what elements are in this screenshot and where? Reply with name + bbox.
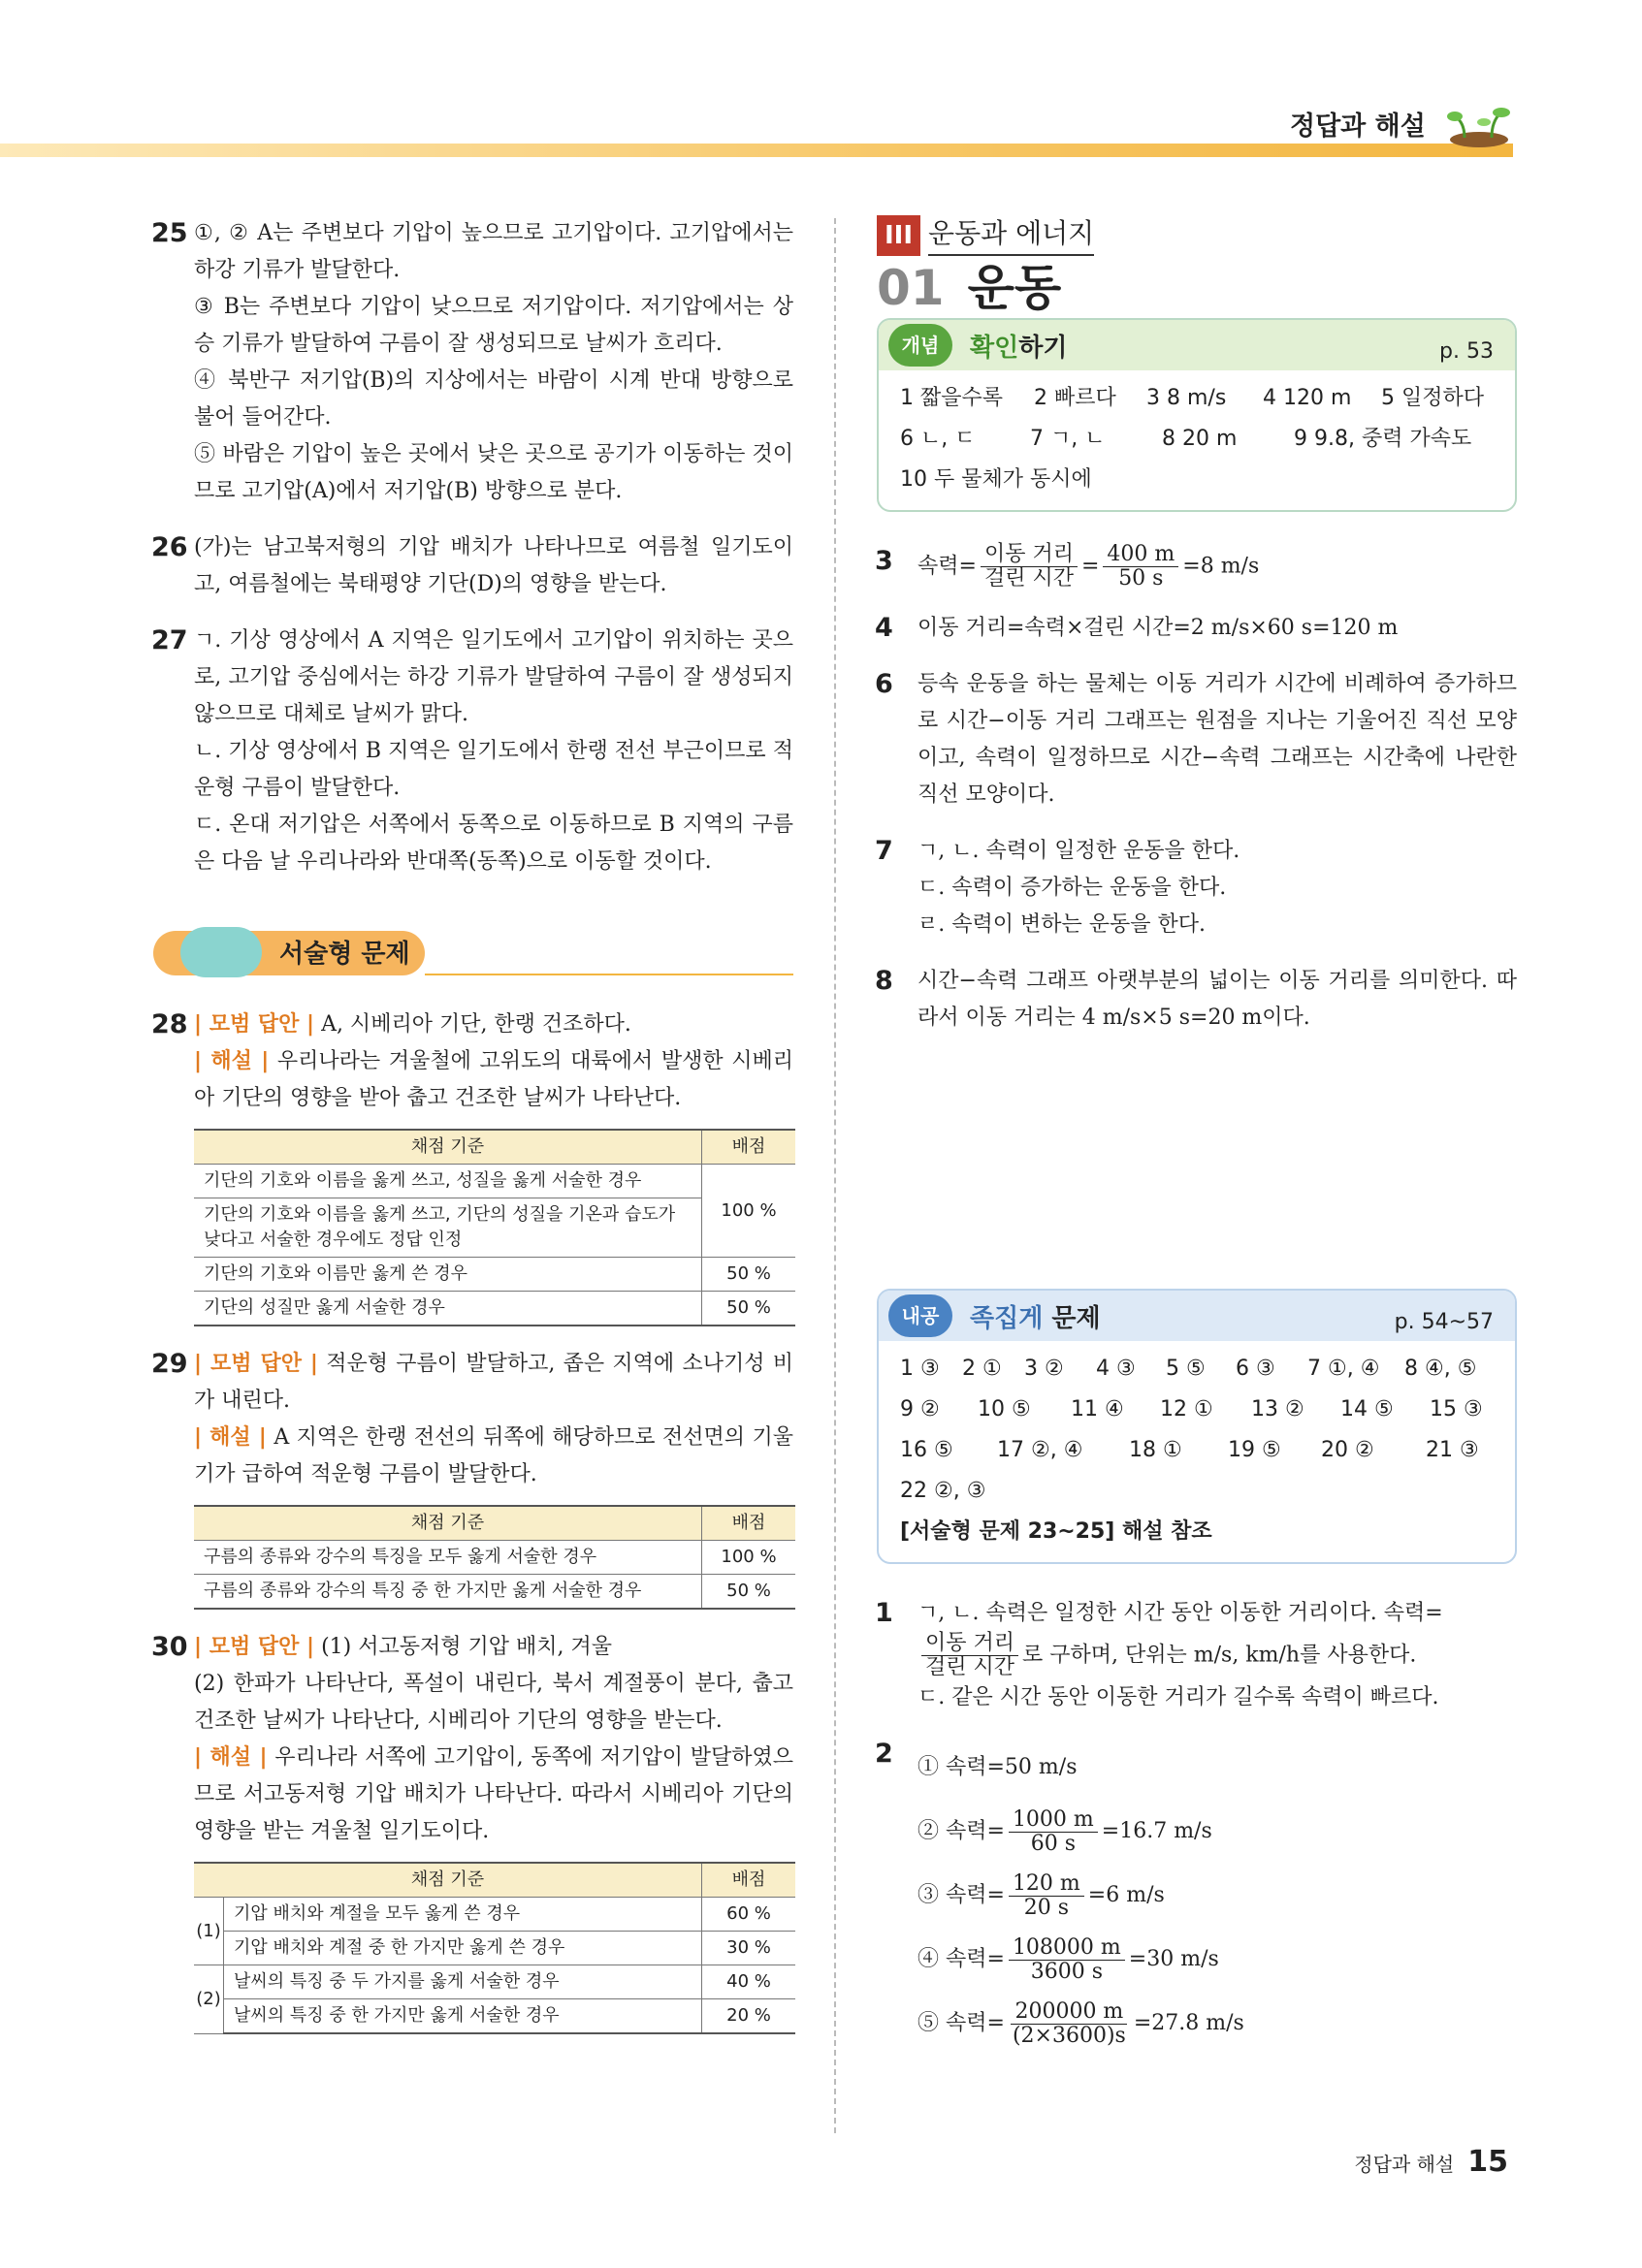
question-number: 6 [875,669,893,699]
numerator: 120 m [1009,1872,1084,1897]
fraction [1009,1936,1125,1984]
explanation-text: 시간−속력 그래프 아랫부분의 넓이는 이동 거리를 의미한다. 따라서 이동 거리는 4 m/s×5 s=20 m이다. [918,969,1517,1030]
formula-prefix: ③ 속력= [918,1883,1005,1907]
denominator: 걸린 시간 [925,1655,1015,1679]
answer-item: 7 ㄱ, ㄴ [1030,427,1106,451]
explanation-line: ㄱ, ㄴ. 속력이 일정한 운동을 한다. [918,839,1240,863]
denominator: 걸린 시간 [983,566,1074,591]
table-cell: 기단의 기호와 이름을 옳게 쓰고, 성질을 옳게 서술한 경우 [194,1165,702,1198]
answer-b2 [877,1736,1517,2056]
explanation-line: ⑤ 바람은 기압이 높은 곳에서 낮은 곳으로 공기가 이동하는 것이므로 고기압(A)에서 저기압(B) 방향으로 분다. [194,442,793,503]
question-27 [153,623,793,880]
formula-prefix: 속력= [918,554,977,579]
table-header: 채점 기준 [194,1863,702,1898]
model-answer: 적운형 구름이 발달하고, 좁은 지역에 소나기성 비가 내린다. [194,1352,793,1413]
box-title-highlight: 족집게 [970,1304,1044,1333]
denominator: 20 s [1023,1895,1069,1920]
question-number: 2 [875,1739,893,1769]
explanation-text: 우리나라 서쪽에 고기압이, 동쪽에 저기압이 발달하였으므로 서고동저형 기압 배치가 나타난다. 따라서 시베리아 기단의 영향을 받는 겨울철 일기도이다. [194,1745,793,1843]
answer-item: 10 ⑤ [978,1397,1031,1421]
model-answer: A, 시베리아 기단, 한랭 건조하다. [321,1012,631,1037]
answer-4 [877,610,1517,647]
table-cell: 50 % [702,1258,796,1292]
answer-note: [서술형 문제 23~25] 해설 참조 [900,1519,1212,1544]
table-cell: 구름의 종류와 강수의 특징을 모두 옳게 서술한 경우 [194,1541,702,1575]
header-title: 정답과 해설 [1290,112,1426,142]
denominator: 50 s [1118,566,1164,591]
fraction [1009,1808,1098,1856]
answer-item: 5 ⑤ [1166,1357,1206,1381]
formula-prefix: ② 속력= [918,1819,1005,1843]
answer-item: 13 ② [1251,1397,1304,1421]
question-number: 3 [875,546,893,576]
table-cell: 기단의 기호와 이름만 옳게 쓴 경우 [194,1258,702,1292]
fraction [981,543,1078,591]
model-answer-tag: | 모범 답안 | [194,1352,318,1376]
model-answer: (2) 한파가 나타난다, 폭설이 내린다, 북서 계절풍이 분다, 춥고 건조한 날씨가 나타난다, 시베리아 기단의 영향을 받는다. [194,1672,793,1733]
question-30 [153,1629,793,2034]
numerator: 400 m [1103,543,1178,567]
explanation-text: 로 구하며, 단위는 m/s, km/h를 사용한다. [1022,1643,1417,1668]
answer-item: 8 ④, ⑤ [1404,1357,1477,1381]
answer-item: 21 ③ [1426,1438,1479,1462]
answer-item: 9 9.8, 중력 가속도 [1294,427,1472,451]
answer-item: 7 ①, ④ [1307,1357,1380,1381]
question-number: 30 [151,1632,188,1662]
table-cell: 날씨의 특징 중 두 가지를 옳게 서술한 경우 [224,1965,702,1999]
banner-line [425,974,793,975]
sprout-icon [1445,101,1513,147]
answer-item: 17 ②, ④ [997,1438,1083,1462]
formula-result: =16.7 m/s [1101,1819,1212,1843]
table-cell: 100 % [702,1541,796,1575]
table-cell: 기단의 기호와 이름을 옳게 쓰고, 기단의 성질을 기온과 습도가 낮다고 서술한 경우에도 정답 인정 [194,1198,702,1258]
table-cell: 100 % [702,1165,796,1258]
right-column [877,215,1517,2075]
explanation-text: 등속 운동을 하는 물체는 이동 거리가 시간에 비례하여 증가하므로 시간−이동 거리 그래프는 원점을 지나는 기울어진 직선 모양이고, 속력이 일정하므로 시간−속력 그래프는 시간축에 나란한 직선 모양이다. [918,672,1517,807]
answer-item: 22 ②, ③ [900,1479,986,1503]
box-title [970,1300,1101,1337]
table-header: 채점 기준 [194,1130,702,1165]
table-cell: 20 % [702,1999,796,2034]
page-footer [1354,2145,1508,2179]
table-cell: 50 % [702,1292,796,1326]
concept-icon: 개념 [888,324,952,367]
table-cell: 40 % [702,1965,796,1999]
fraction [1103,543,1178,591]
explanation-tag: | 해설 | [194,1745,268,1770]
table-cell: 50 % [702,1575,796,1610]
table-header: 배점 [702,1863,796,1898]
key-problems-icon: 내공 [888,1294,952,1337]
explanation-tag: | 해설 | [194,1425,267,1450]
question-28 [153,1006,793,1326]
question-number: 1 [875,1598,893,1628]
question-number: 28 [151,1009,188,1039]
explanation-line: ㄷ. 같은 시간 동안 이동한 거리가 길수록 속력이 빠르다. [918,1685,1439,1709]
box-header [879,1291,1515,1341]
numerator: 이동 거리 [921,1632,1018,1656]
box-title [970,330,1067,367]
page-ref: p. 54~57 [1394,1310,1494,1334]
answer-8 [877,963,1517,1037]
column-divider [834,218,836,2133]
section-banner [153,927,793,985]
explanation-line: ㄱ, ㄴ. 속력은 일정한 시간 동안 이동한 거리이다. 속력= [918,1601,1443,1625]
question-29 [153,1346,793,1610]
explanation-line: ㄷ. 속력이 증가하는 운동을 한다. [918,876,1227,900]
scoring-table [194,1505,795,1610]
answer-item: 9 ② [900,1397,940,1421]
fraction [1009,1872,1084,1920]
answer-item: 15 ③ [1430,1397,1483,1421]
answer-item: 11 ④ [1071,1397,1124,1421]
question-25 [153,215,793,510]
answer-b1 [877,1595,1517,1716]
answer-item: 6 ㄴ, ㄷ [900,427,976,451]
question-number: 4 [875,613,893,643]
answer-item: 14 ⑤ [1340,1397,1394,1421]
denominator: (2×3600)s [1012,2023,1126,2048]
explanation-tag: | 해설 | [194,1049,270,1073]
explanation-text: (가)는 남고북저형의 기압 배치가 나타나므로 여름철 일기도이고, 여름철에는 북태평양 기단(D)의 영향을 받는다. [194,535,793,596]
formula-line: ① 속력=50 m/s [918,1755,1078,1779]
table-cell: 기단의 성질만 옳게 서술한 경우 [194,1292,702,1326]
box-header [879,320,1515,370]
answer-item: 4 120 m [1263,386,1352,410]
page-ref: p. 53 [1439,339,1494,364]
box-body [879,370,1515,510]
table-cell: 구름의 종류와 강수의 특징 중 한 가지만 옳게 서술한 경우 [194,1575,702,1610]
answer-item: 19 ⑤ [1228,1438,1281,1462]
answer-item: 5 일정하다 [1381,386,1484,410]
question-number: 26 [151,532,188,562]
question-number: 7 [875,836,893,866]
formula-result: =27.8 m/s [1133,2011,1244,2035]
answer-item: 20 ② [1321,1438,1374,1462]
model-answer-tag: | 모범 답안 | [194,1012,315,1037]
answer-item: 4 ③ [1096,1357,1136,1381]
answer-item: 12 ① [1160,1397,1213,1421]
answer-item: 1 ③ [900,1357,940,1381]
question-number: 29 [151,1349,188,1379]
concept-check-box [877,318,1517,512]
key-problems-box [877,1289,1517,1564]
explanation-line: ①, ② A는 주변보다 기압이 높으므로 고기압이다. 고기압에서는 하강 기류가 발달한다. [194,221,793,282]
explanation-line: ④ 북반구 저기압(B)의 지상에서는 바람이 시계 반대 방향으로 불어 들어간다. [194,368,793,430]
answer-item: 2 빠르다 [1034,386,1116,410]
answer-item: 10 두 물체가 동시에 [900,467,1092,492]
chapter-number: 01 [877,260,945,316]
question-number: 25 [151,218,188,248]
explanation-line: ㄷ. 온대 저기압은 서쪽에서 동쪽으로 이동하므로 B 지역의 구름은 다음 날 우리나라와 반대쪽(동쪽)으로 이동할 것이다. [194,813,793,874]
banner-logo-icon [180,927,262,977]
answer-item: 18 ① [1129,1438,1182,1462]
explanation-text: 이동 거리=속력×걸린 시간=2 m/s×60 s=120 m [918,616,1399,640]
table-header: 채점 기준 [194,1506,702,1541]
fraction [1009,2000,1130,2048]
unit-number: III [877,215,920,256]
numerator: 1000 m [1009,1808,1098,1833]
unit-title: 운동과 에너지 [928,215,1094,256]
explanation-line: ③ B는 주변보다 기압이 낮으므로 저기압이다. 저기압에서는 상승 기류가 발달하여 구름이 잘 생성되므로 날씨가 흐리다. [194,295,793,356]
answer-item: 16 ⑤ [900,1438,953,1462]
scoring-table [194,1129,795,1326]
answer-item: 3 8 m/s [1146,386,1227,410]
unit-heading [877,215,1517,256]
answer-item: 1 짧을수록 [900,386,1003,410]
footer-label: 정답과 해설 [1354,2153,1455,2176]
answer-6 [877,666,1517,814]
header-bar [0,144,1513,157]
answer-item: 8 20 m [1162,427,1238,451]
numerator: 이동 거리 [981,543,1078,567]
table-cell: 기압 배치와 계절 중 한 가지만 옳게 쓴 경우 [224,1932,702,1965]
question-26 [153,529,793,603]
denominator: 60 s [1030,1831,1076,1856]
table-header: 배점 [702,1506,796,1541]
chapter-title: 운동 [967,260,1062,316]
question-number: 27 [151,625,188,655]
question-number: 8 [875,966,893,996]
box-title-rest: 문제 [1043,1304,1101,1333]
answer-item: 6 ③ [1236,1357,1275,1381]
formula-result: =30 m/s [1128,1947,1219,1971]
left-column [153,215,793,2054]
section-title: 서술형 문제 [279,940,410,969]
table-cell: 기압 배치와 계절을 모두 옳게 쓴 경우 [224,1898,702,1932]
table-group: (1) [194,1898,224,1965]
numerator: 200000 m [1011,2000,1127,2025]
fraction [921,1632,1018,1679]
box-title-rest: 하기 [1018,334,1068,363]
box-body [879,1341,1515,1562]
spacer [877,1056,1517,1289]
table-group: (2) [194,1965,224,2034]
formula-result: =8 m/s [1182,554,1260,579]
model-answer: (1) 서고동저형 기압 배치, 겨울 [321,1635,612,1659]
answer-item: 2 ① [962,1357,1002,1381]
formula-prefix: ④ 속력= [918,1947,1005,1971]
answer-7 [877,833,1517,943]
formula-result: =6 m/s [1087,1883,1165,1907]
explanation-line: ㄴ. 기상 영상에서 B 지역은 일기도에서 한랭 전선 부근이므로 적운형 구름이 발달한다. [194,739,793,800]
answer-item: 3 ② [1024,1357,1064,1381]
table-cell: 30 % [702,1932,796,1965]
table-header: 배점 [702,1130,796,1165]
table-cell: 날씨의 특징 중 한 가지만 옳게 서술한 경우 [224,1999,702,2034]
scoring-table [194,1862,795,2034]
explanation-line: ㄹ. 속력이 변하는 운동을 한다. [918,912,1206,937]
table-cell: 60 % [702,1898,796,1932]
chapter-heading [877,260,1517,316]
explanation-line: ㄱ. 기상 영상에서 A 지역은 일기도에서 고기압이 위치하는 곳으로, 고기압 중심에서는 하강 기류가 발달하여 구름이 잘 생성되지 않으므로 대체로 날씨가 맑다. [194,628,793,726]
explanation-text: A 지역은 한랭 전선의 뒤쪽에 해당하므로 전선면의 기울기가 급하여 적운형 구름이 발달한다. [194,1425,793,1486]
answer-3: 3 속력= $\frac{\text{이동 거리}}{\text{걸린 시간}}$ = $\frac{400 m}{50 s}$ =8 m/s [875,542,1260,591]
page-number: 15 [1467,2145,1508,2179]
explanation-text: 우리나라는 겨울철에 고위도의 대륙에서 발생한 시베리아 기단의 영향을 받아 춥고 건조한 날씨가 나타난다. [194,1049,793,1110]
numerator: 108000 m [1009,1936,1125,1961]
formula-prefix: ⑤ 속력= [918,2011,1005,2035]
box-title-highlight: 확인 [970,334,1019,363]
model-answer-tag: | 모범 답안 | [194,1635,315,1659]
denominator: 3600 s [1030,1959,1103,1984]
